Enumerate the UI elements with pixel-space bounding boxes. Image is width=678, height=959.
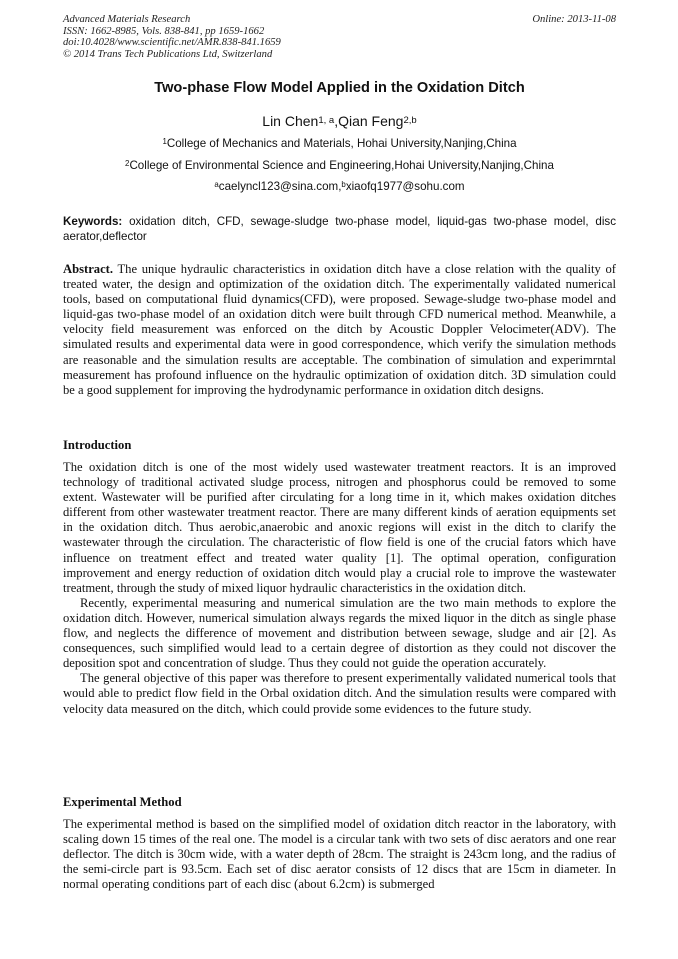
author-2-affiliation: 2,b [403, 114, 417, 126]
abstract-block [63, 262, 616, 398]
email-a-marker: a [214, 180, 219, 190]
author-1-affiliation: 1, a [318, 114, 335, 126]
journal-name: Advanced Materials Research [63, 14, 191, 25]
online-date: Online: 2013-11-08 [532, 14, 616, 25]
email-a: caelyncl123@sina.com, [218, 180, 342, 193]
paper-title: Two-phase Flow Model Applied in the Oxidation Ditch [154, 80, 525, 96]
issn-line: ISSN: 1662-8985, Vols. 838-841, pp 1659-1662 [63, 25, 265, 37]
introduction-heading: Introduction [63, 438, 132, 452]
keywords-label: Keywords: [63, 215, 123, 228]
intro-paragraph: The general objective of this paper was therefore to present experimentally validated numerical tools that would able to predict flow field in the Orbal oxidation ditch. And the simulation results were compared with velocity data measured on the ditch, which could provide some evidences to the future study. [63, 671, 616, 716]
email-b: xiaofq1977@sohu.com [345, 180, 465, 193]
experimental-heading: Experimental Method [63, 795, 182, 809]
copyright-line: © 2014 Trans Tech Publications Ltd, Switzerland [63, 48, 273, 60]
author-1: Lin Chen [262, 113, 319, 129]
experimental-body [63, 817, 616, 892]
author-2: Qian Feng [338, 113, 404, 129]
keywords-block [63, 214, 616, 245]
affiliation-2 [63, 159, 616, 172]
abstract-label: Abstract. [63, 262, 114, 276]
author-line [63, 113, 616, 129]
intro-paragraph: The oxidation ditch is one of the most widely used wastewater treatment reactors. It is an improved technology of traditional activated sludge process, nitrogen and phosphorus could be removed to some extent. Wastewater will be purified after circulating for a long time in it, which makes oxidation ditches different from other wastewater treatment reactor. There are many different kinds of aeration equipments set in the oxidation ditch. Thus aerobic,anaerobic and anoxic regions will exist in the ditch to clarify the wastewater through the circulation. The characteristic of flow field is one of the crucial fators which have influence on treatment effect and treated water quality [1]. The optimal operation, configuration improvement and energy reduction of oxidation ditch would play a crucial role to improve the wastewater treatment, through the study of mixed liquor hydraulic characteristics in the oxidation ditch. [63, 460, 616, 595]
journal-header [63, 14, 616, 60]
experimental-paragraph: The experimental method is based on the simplified model of oxidation ditch reactor in the laboratory, with scaling down 15 times of the real one. The model is a circular tank with two sets of disc aerators and one rear deflector. The ditch is 30cm wide, with a water depth of 28cm. The straight is 243cm long, and the radius of the semi-circle part is 93.5cm. Each set of disc aerator consists of 12 discs that are 15cm in diameter. In normal operating conditions part of each disc (about 6.2cm) is submerged [63, 817, 616, 892]
introduction-body [63, 460, 616, 717]
author-separator: , [334, 113, 339, 129]
affiliation-2-text: College of Environmental Science and Engineering,Hohai University,Nanjing,China [129, 159, 554, 172]
abstract-text: The unique hydraulic characteristics in oxidation ditch have a close relation with the quality of treated water, the design and optimization of the oxidation ditch. The experimentally validated numerical tools, based on computational fluid dynamics(CFD), were proposed. Sewage-sludge two-phase model and liquid-gas two-phase model of an oxidation ditch were built through CFD numerical method. Meanwhile, a velocity field measurement was enforced on the ditch by Acoustic Doppler Velocimeter(ADV). The simulated results and experimental data were in good correspondence, which verify the simulation methods are reasonable and the simulation results are acceptable. The combination of simulation and experimrntal measurement has profound influence on the hydraulic optimization of oxidation ditch. 3D simulation could be a good supplement for improving the hydrodynamic performance in oxidation ditch designs. [63, 262, 617, 397]
affiliation-1-text: College of Mechanics and Materials, Hohai University,Nanjing,China [166, 137, 517, 150]
affiliation-2-number: 2 [125, 159, 130, 169]
affiliation-1-number: 1 [162, 137, 167, 147]
email-line [63, 180, 616, 193]
email-b-marker: b [341, 180, 346, 190]
doi-line: doi:10.4028/www.scientific.net/AMR.838-841.1659 [63, 37, 281, 49]
affiliation-1 [63, 137, 616, 150]
intro-paragraph: Recently, experimental measuring and numerical simulation are the two main methods to explore the oxidation ditch. However, numerical simulation always regards the mixed liquor in the ditch as single phase flow, and neglects the difference of movement and distribution between sewage, sludge and air [2]. As consequences, such simplified would lead to a certain degree of distortion as they could not discover the deposition spot and concentration of sludge. Thus they could not guide the operation accurately. [63, 595, 616, 671]
keywords-text: oxidation ditch, CFD, sewage-sludge two-phase model, liquid-gas two-phase model, disc aerator,deflector [63, 215, 616, 244]
